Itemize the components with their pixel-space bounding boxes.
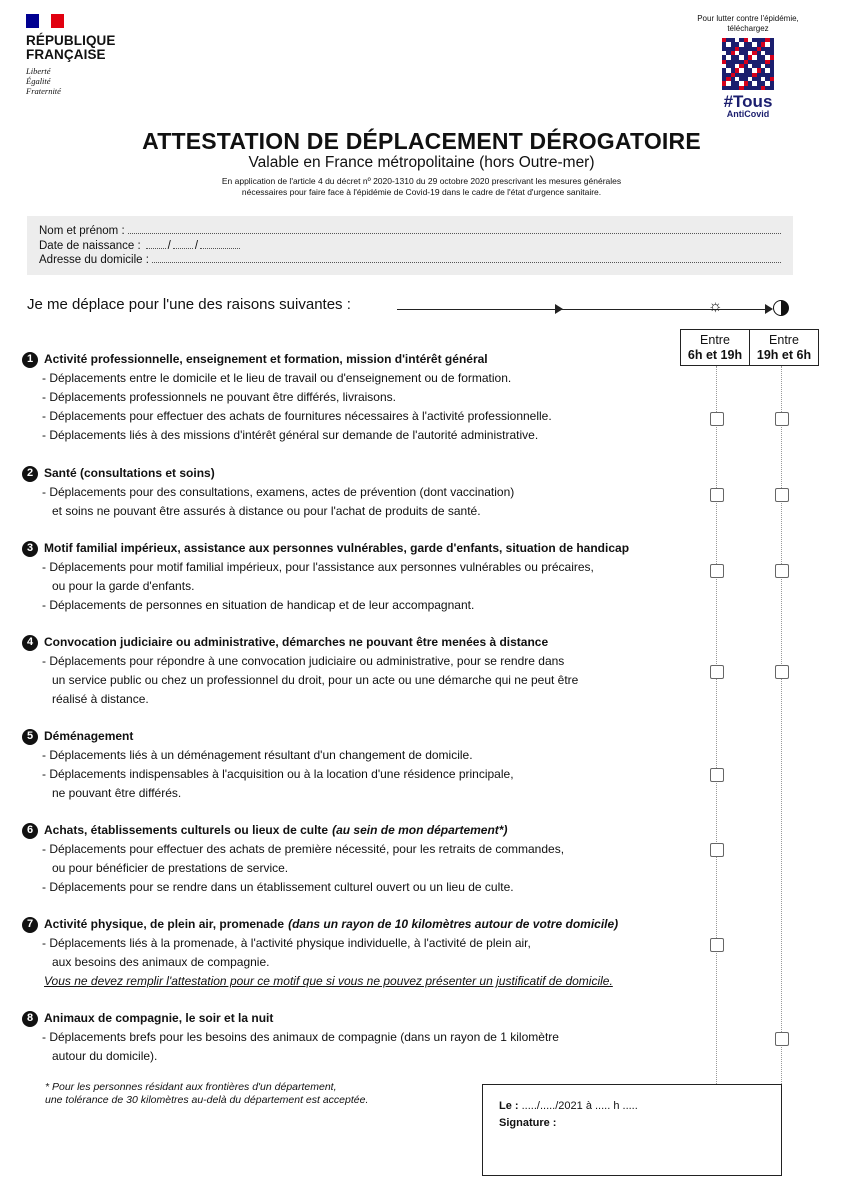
reason-detail-line: aux besoins des animaux de compagnie. (42, 955, 270, 969)
reason-detail-line: - Déplacements indispensables à l'acquisition ou à la location d'une résidence principale, (42, 767, 514, 781)
reason-number-icon: 7 (22, 917, 38, 933)
birth-label: Date de naissance : (39, 239, 141, 252)
footnote: * Pour les personnes résidant aux frontières d'un département, une tolérance de 30 kilomètres au-delà du département est acceptée. (45, 1081, 369, 1106)
reason-detail-line: - Déplacements liés à la promenade, à l'activité physique individuelle, à l'activité de plein air, (42, 936, 531, 950)
sun-icon: ☼ (708, 298, 723, 315)
reason-title (22, 539, 629, 558)
reason-detail-line: ou pour bénéficier de prestations de service. (42, 861, 289, 875)
page-title: ATTESTATION DE DÉPLACEMENT DÉROGATOIRE (142, 128, 701, 154)
reason-section-5 (22, 727, 514, 803)
reason-number-icon: 4 (22, 635, 38, 651)
reason-title (22, 915, 618, 934)
reason-detail-line: un service public ou chez un professionnel du droit, pour un acte ou une démarche qui ne peut être (42, 673, 579, 687)
reason-detail-line: - Déplacements pour motif familial impérieux, pour l'assistance aux personnes vulnérables ou précaires, (42, 560, 594, 574)
column-guide-day (716, 366, 717, 1084)
reason-title (22, 350, 552, 369)
reason-title (22, 821, 564, 840)
french-flag-icon (26, 14, 64, 28)
reason-title (22, 464, 514, 483)
reason-section-8 (22, 1009, 559, 1066)
anticovid-qr-block (683, 14, 813, 119)
checkbox-night-reason-8[interactable] (775, 1032, 789, 1046)
reason-title (22, 1009, 559, 1028)
reason-detail-line: réalisé à distance. (42, 692, 149, 706)
name-label: Nom et prénom : (39, 225, 125, 237)
checkbox-day-reason-7[interactable] (710, 938, 724, 952)
reason-title (22, 633, 578, 652)
qr-caption-line1: Pour lutter contre l'épidémie, (697, 14, 799, 23)
timeline-arrow-icon (765, 304, 773, 314)
checkbox-night-reason-2[interactable] (775, 488, 789, 502)
checkbox-day-reason-2[interactable] (710, 488, 724, 502)
checkbox-day-reason-6[interactable] (710, 843, 724, 857)
republic-line1: RÉPUBLIQUE (26, 33, 116, 48)
signature-box[interactable] (482, 1084, 782, 1176)
legal-notice: En application de l'article 4 du décret nº 2020-1310 du 29 octobre 2020 prescrivant les mesures générales nécessaires pour faire face à l'épidémie de Covid-19 dans le cadre de l'état d'urgence sanitaire. (221, 176, 622, 197)
reason-title-text: Motif familial impérieux, assistance aux personnes vulnérables, garde d'enfants, situation de handicap (44, 541, 630, 555)
reason-title (22, 727, 514, 746)
page-subtitle: Valable en France métropolitaine (hors Outre-mer) (248, 154, 595, 171)
reason-detail-line: - Déplacements pour des consultations, examens, actes de prévention (dont vaccination) (42, 485, 515, 499)
checkbox-day-reason-5[interactable] (710, 768, 724, 782)
timeline-arrow-icon (555, 304, 563, 314)
signature-label: Signature : (499, 1117, 557, 1129)
qr-caption-line2: téléchargez (727, 24, 769, 33)
reason-detail-line: - Déplacements brefs pour les besoins des animaux de compagnie (dans un rayon de 1 kilomètre (42, 1030, 559, 1044)
checkbox-day-reason-3[interactable] (710, 564, 724, 578)
reason-detail-line: - Déplacements pour se rendre dans un établissement culturel ouvert ou un lieu de culte. (42, 880, 514, 894)
reason-number-icon: 2 (22, 466, 38, 482)
reason-title-text: Santé (consultations et soins) (44, 466, 215, 480)
column-day: Entre 6h et 19h (680, 329, 750, 366)
reason-section-1 (22, 350, 552, 445)
reason-note: Vous ne devez remplir l'attestation pour ce motif que si vous ne pouvez présenter un justificatif de domicile. (44, 974, 613, 988)
address-label: Adresse du domicile : (39, 254, 149, 266)
reason-number-icon: 5 (22, 729, 38, 745)
reason-detail-line: ou pour la garde d'enfants. (42, 579, 195, 593)
motto: Liberté Égalité Fraternité (26, 66, 61, 96)
address-field[interactable] (39, 253, 781, 268)
reason-detail-line: et soins ne pouvant être assurés à distance ou pour l'achat de produits de santé. (42, 504, 481, 518)
reason-detail-line: - Déplacements professionnels ne pouvant être différés, livraisons. (42, 390, 396, 404)
qr-code-icon[interactable] (722, 38, 774, 90)
reason-section-7 (22, 915, 618, 991)
reason-title-qualifier: (au sein de mon département*) (332, 823, 508, 837)
reason-detail-line: ne pouvant être différés. (42, 786, 182, 800)
reason-title-text: Activité professionnelle, enseignement et formation, mission d'intérêt général (44, 352, 488, 366)
reason-detail-line: - Déplacements pour répondre à une convocation judiciaire ou administrative, pour se rendre dans (42, 654, 565, 668)
birth-date-field[interactable]: Date de naissance : / / (39, 239, 781, 254)
reason-title-text: Convocation judiciaire ou administrative, démarches ne pouvant être menées à distance (44, 635, 549, 649)
reason-section-4 (22, 633, 578, 709)
reason-title-text: Animaux de compagnie, le soir et la nuit (44, 1011, 274, 1025)
reason-detail-line: - Déplacements liés à un déménagement résultant d'un changement de domicile. (42, 748, 473, 762)
checkbox-night-reason-1[interactable] (775, 412, 789, 426)
republique-francaise-logo (26, 14, 116, 96)
checkbox-night-reason-4[interactable] (775, 665, 789, 679)
reason-number-icon: 1 (22, 352, 38, 368)
checkbox-day-reason-4[interactable] (710, 665, 724, 679)
reason-detail-line: autour du domicile). (42, 1049, 158, 1063)
app-name: AntiCovid (726, 109, 770, 119)
reason-title-qualifier: (dans un rayon de 10 kilomètres autour de votre domicile) (288, 917, 619, 931)
reason-detail-line: - Déplacements pour effectuer des achats de première nécessité, pour les retraits de commandes, (42, 842, 565, 856)
reason-number-icon: 6 (22, 823, 38, 839)
reason-title-text: Activité physique, de plein air, promenade (44, 917, 285, 931)
reason-section-6 (22, 821, 564, 897)
reason-title-text: Déménagement (44, 729, 134, 743)
reason-detail-line: - Déplacements pour effectuer des achats de fournitures nécessaires à l'activité professionnelle. (42, 409, 552, 423)
reason-number-icon: 3 (22, 541, 38, 557)
name-field[interactable] (39, 224, 781, 239)
reasons-heading: Je me déplace pour l'une des raisons suivantes : (27, 296, 351, 313)
reason-detail-line: - Déplacements de personnes en situation de handicap et de leur accompagnant. (42, 598, 475, 612)
reason-section-3 (22, 539, 629, 615)
reason-number-icon: 8 (22, 1011, 38, 1027)
republic-line2: FRANÇAISE (26, 47, 106, 62)
hashtag: #Tous (723, 92, 773, 111)
checkbox-night-reason-3[interactable] (775, 564, 789, 578)
reason-detail-line: - Déplacements liés à des missions d'intérêt général sur demande de l'autorité administrative. (42, 428, 539, 442)
reason-title-text: Achats, établissements culturels ou lieux de culte (44, 823, 329, 837)
reason-detail-line: - Déplacements entre le domicile et le lieu de travail ou d'enseignement ou de formation. (42, 371, 512, 385)
column-guide-night (781, 366, 782, 1084)
identity-fields (27, 216, 793, 275)
checkbox-day-reason-1[interactable] (710, 412, 724, 426)
reason-section-2 (22, 464, 514, 521)
column-night: Entre 19h et 6h (749, 329, 819, 366)
moon-icon (773, 300, 789, 316)
date-line[interactable]: Le : ...../...../2021 à ..... h ..... (499, 1100, 638, 1112)
